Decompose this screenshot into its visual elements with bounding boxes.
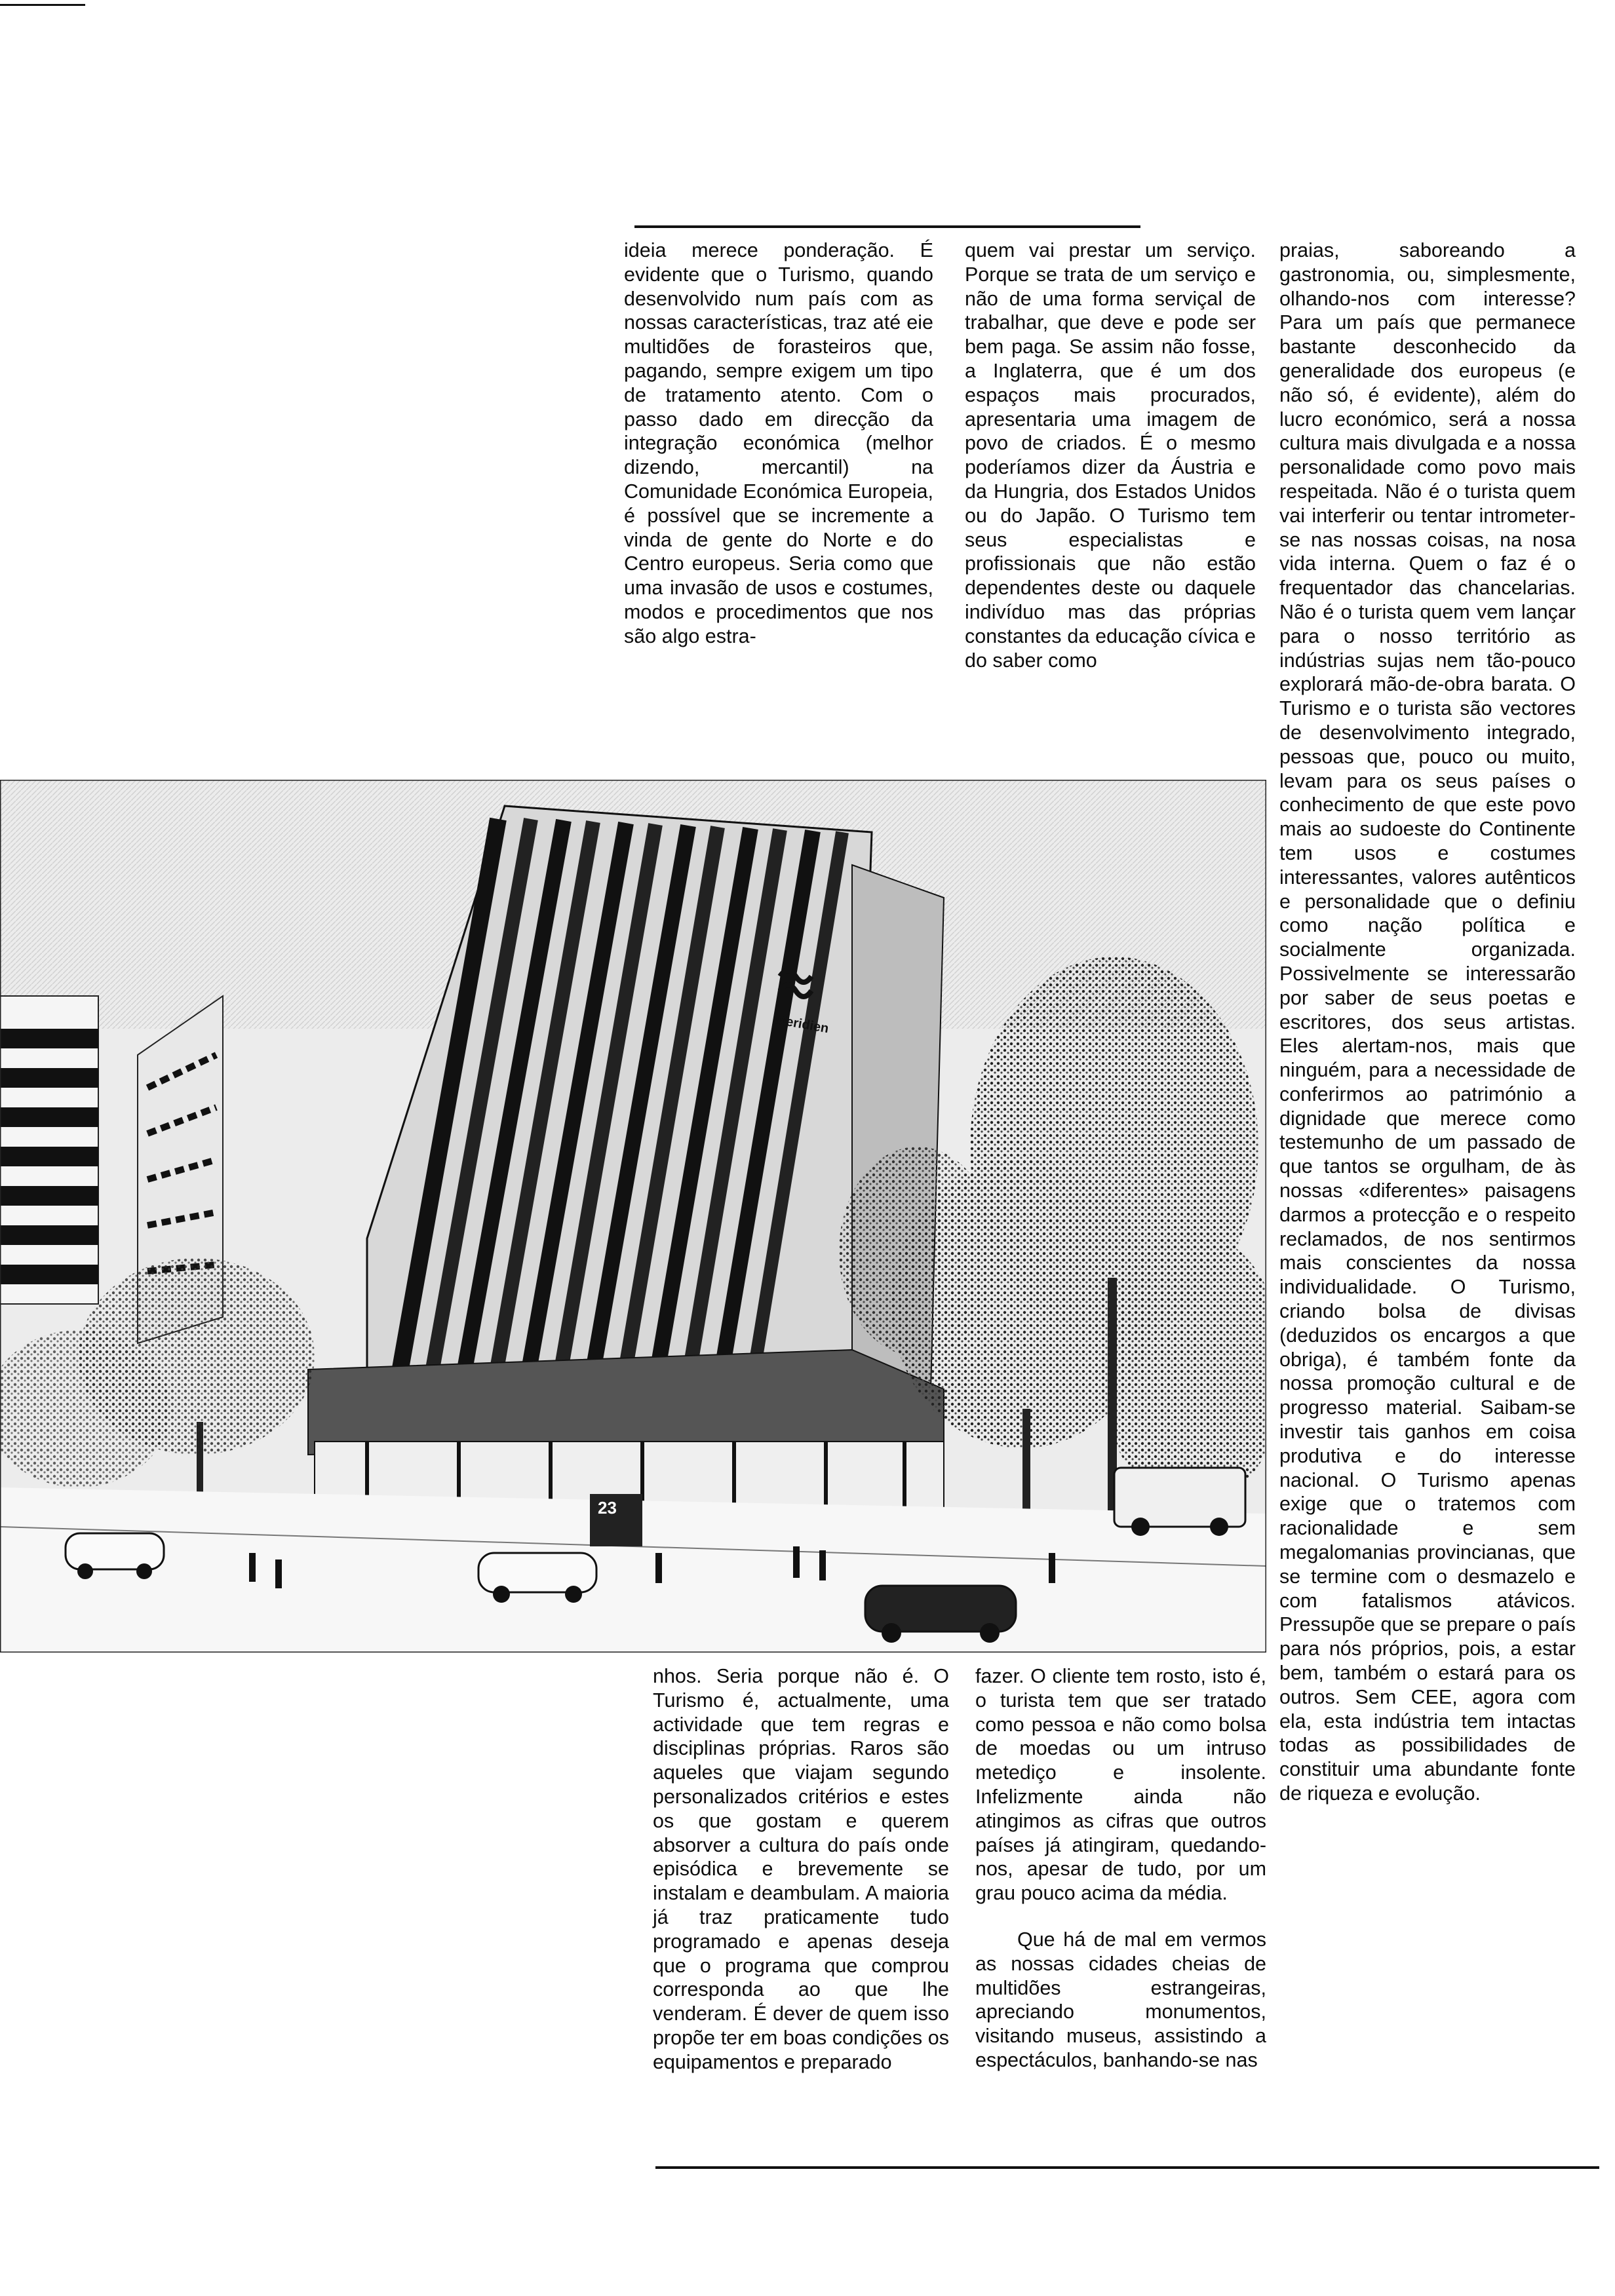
top-left-rule <box>0 4 85 6</box>
bottom-rule <box>655 2166 1599 2169</box>
paragraph: ideia merece ponderação. É evidente que o Turismo, quando desenvolvido num país com as nossas características, traz até eie multidões de forasteiros que, pagando, sempre exigem um tipo de tratamento atento. Com o passo dado em direcção da integração económica (melhor dizendo, mercantil) na Comunidade Económica Europeia, é possível que se incremente a vinda de gente do Norte e do Centro europeus. Seria como que uma invasão de usos e costumes, modos e procedimentos que nos são algo estra- <box>624 239 933 647</box>
hotel-sign: Meridien <box>774 1012 830 1037</box>
street <box>0 1487 1266 1653</box>
paragraph: Que há de mal em vermos as nossas cidades cheias de multidões estrangeiras, apreciando monumentos, visitando museus, assistindo a espectáculos, banhando-se nas <box>975 1928 1266 2071</box>
article-column-2-top <box>965 239 1256 672</box>
paragraph: quem vai prestar um serviço. Porque se trata de um serviço e não de uma forma serviçal de trabalhar, que deve e pode ser bem paga. Se assim não fosse, a Inglaterra, que é um dos espaços mais procurados, apresentaria uma imagem de povo de criados. É o mesmo poderíamos dizer da Áustria e da Hungria, dos Estados Unidos ou do Japão. O Turismo tem seus especialistas e profissionais que não estão dependentes deste ou daquele indivíduo mas das próprias constantes da educação cívica e do saber como <box>965 239 1256 672</box>
article-column-3 <box>1279 239 1576 1806</box>
paragraph: praias, saboreando a gastronomia, ou, simplesmente, olhando-nos com interesse? Para um país que permanece bastante desconhecido da generalidade dos europeus (e não só, é evidente), além do lucro económico, será a nossa cultura mais divulgada e a nossa personalidade como povo mais respeitada. Não é o turista quem vai interferir ou tentar intrometer-se nas nossas coisas, na nosa vida interna. Quem o faz é o frequentador das chancelarias. Não é o turista quem vem lançar para o nosso território as indústrias sujas nem tão-pouco explorará mão-de-obra barata. O Turismo e o turista são vectores de desenvolvimento integrado, pessoas que, pouco ou muito, levam para os seus países o conhecimento de que este povo mais ao sudoeste do Continente tem usos e costumes interessantes, valores autênticos e personalidade que o definiu como nação política e socialmente organizada. Possivelmente se interessarão por saber de seus poetas e escritores, dos seus artistas. Eles alertam-nos, mais que ninguém, para a necessidade de conferirmos ao património a dignidade que merece como testemunho de um passado de que tantos se orgulham, de às nossas «diferentes» paisagens darmos a protecção e o respeito reclamados, de nos sentirmos mais conscientes da nossa individualidade. O Turismo, criando bolsa de divisas (deduzidos os encargos a que obriga), é também fonte da nossa promoção cultural e de progresso material. Saibam-se investir tais ganhos em coisa produtiva e do interesse nacional. O Turismo apenas exige que o tratemos com racionalidade e sem megalomanias provincianas, que se termine com o desmazelo e com fatalismos atávicos. Pressupõe que se prepare o país para nós próprios, pois, a estar bem, também o estará para os outros. Sem CEE, agora com ela, esta indústria tem intactas todas as possibilidades de constituir uma abundante fonte de riqueza e evolução. <box>1279 239 1576 1805</box>
hotel-drawing <box>0 780 1266 1653</box>
paragraph: fazer. O cliente tem rosto, isto é, o turista tem que ser tratado como pessoa e não como bolsa de moedas ou um intruso metediço e insolente. Infelizmente ainda não atingimos as cifras que outros países já atingiram, quedando-nos, apesar de tudo, por um grau pouco acima da média. <box>975 1665 1266 1905</box>
article-column-1-top <box>624 239 933 649</box>
bus-number: 23 <box>598 1498 617 1518</box>
article-column-2-bottom <box>975 1664 1266 2073</box>
column-top-rule <box>634 225 1140 228</box>
article-column-1-bottom <box>653 1664 949 2075</box>
paragraph: nhos. Seria porque não é. O Turismo é, actualmente, uma actividade que tem regras e disciplinas próprias. Raros são aqueles que viajam segundo personalizados critérios e estes os que gostam e querem absorver a cultura do país onde episódica e brevemente se instalam e deambulam. A maioria já traz praticamente tudo programado e apenas deseja que o programa que comprou corresponda ao que lhe venderam. É dever de quem isso propõe ter em boas condições os equipamentos e preparado <box>653 1665 949 2073</box>
hotel-illustration <box>0 780 1266 1653</box>
